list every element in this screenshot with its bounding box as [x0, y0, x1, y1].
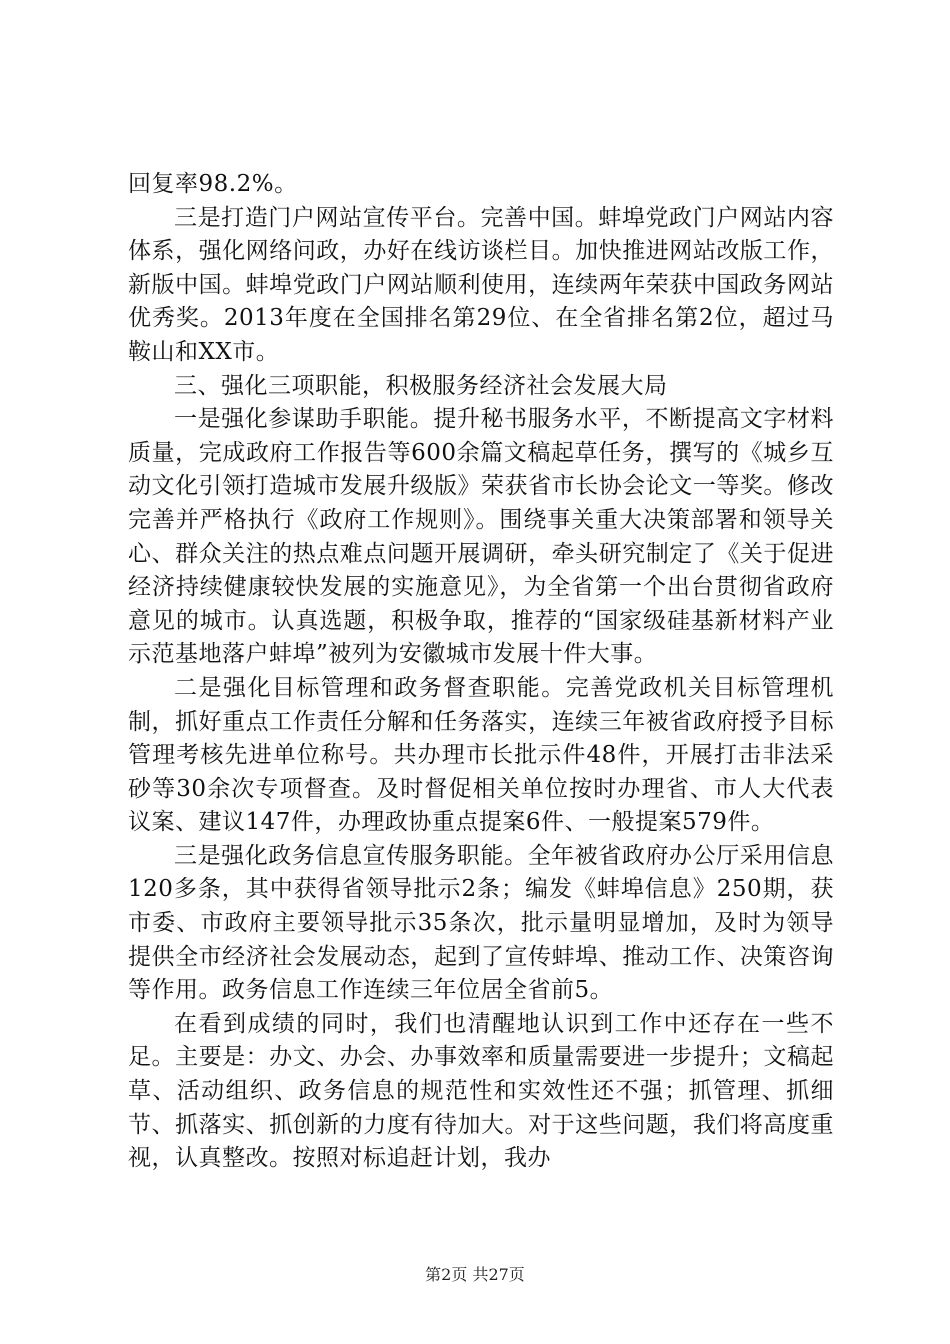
paragraph-7: 在看到成绩的同时，我们也清醒地认识到工作中还存在一些不足。主要是：办文、办会、办事效率和质量需要进一步提升；文稿起草、活动组织、政务信息的规范性和实效性还不强；抓管理、抓细节、抓落实、抓创新的力度有待加大。对于这些问题，我们将高度重视，认真整改。按照对标追赶计划，我办 [128, 1010, 834, 1172]
section-heading: 三、强化三项职能，积极服务经济社会发展大局 [174, 372, 668, 399]
paragraph-5: 二是强化目标管理和政务督查职能。完善党政机关目标管理机制，抓好重点工作责任分解和任务落实，连续三年被省政府授予目标管理考核先进单位称号。共办理市长批示件48件，开展打击非法采砂等30余次专项督查。及时督促相关单位按时办理省、市人大代表议案、建议147件，办理政协重点提案6件、一般提案579件。 [128, 674, 834, 836]
document-body [128, 168, 834, 1176]
paragraph-1: 回复率98.2%。 [128, 171, 298, 197]
paragraph-4: 一是强化参谋助手职能。提升秘书服务水平，不断提高文字材料质量，完成政府工作报告等600余篇文稿起草任务，撰写的《城乡互动文化引领打造城市发展升级版》荣获省市长协会论文一等奖。修改完善并严格执行《政府工作规则》。围绕事关重大决策部署和领导关心、群众关注的热点难点问题开展调研，牵头研究制定了《关于促进经济持续健康较快发展的实施意见》，为全省第一个出台贯彻省政府意见的城市。认真选题，积极争取，推荐的“国家级硅基新材料产业示范基地落户蚌埠”被列为安徽城市发展十件大事。 [128, 406, 834, 668]
page-number-footer: 第2页 共27页 [425, 1265, 525, 1284]
paragraph-6: 三是强化政务信息宣传服务职能。全年被省政府办公厅采用信息120多条，其中获得省领导批示2条；编发《蚌埠信息》250期，获市委、市政府主要领导批示35条次，批示量明显增加，及时为领导提供全市经济社会发展动态，起到了宣传蚌埠、推动工作、决策咨询等作用。政务信息工作连续三年位居全省前5。 [128, 842, 834, 1004]
paragraph-2: 三是打造门户网站宣传平台。完善中国。蚌埠党政门户网站内容体系，强化网络问政，办好在线访谈栏目。加快推进网站改版工作，新版中国。蚌埠党政门户网站顺利使用，连续两年荣获中国政务网站优秀奖。2013年度在全国排名第29位、在全省排名第2位，超过马鞍山和XX市。 [128, 204, 834, 365]
